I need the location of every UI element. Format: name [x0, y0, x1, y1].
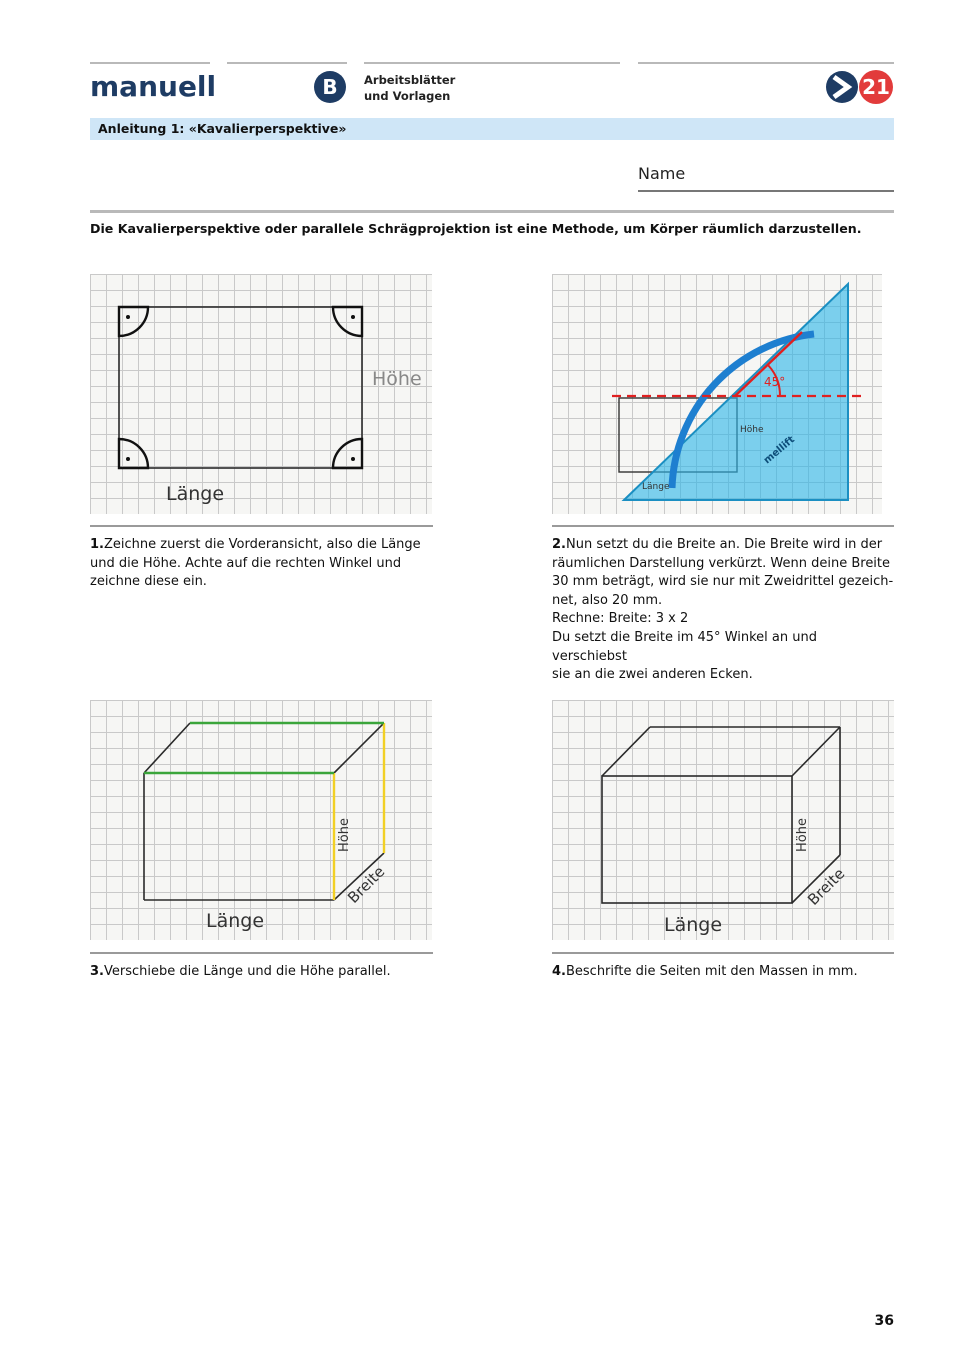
- step4-photo: [552, 700, 894, 940]
- right-angle-icon: [333, 439, 362, 468]
- subtitle-line: und Vorlagen: [364, 89, 451, 103]
- caption-line: 30 mm beträgt, wird sie nur mit Zweidrittel gezeich-: [552, 574, 894, 590]
- separator: [90, 210, 894, 213]
- caption-rule: [90, 525, 433, 527]
- category-badge: B: [314, 71, 346, 103]
- label-laenge: Länge: [664, 914, 723, 936]
- step1-caption: [90, 536, 435, 592]
- step3-caption: [90, 963, 435, 982]
- caption-line: net, also 20 mm.: [552, 592, 663, 608]
- intro-text: Die Kavalierperspektive oder parallele Schrägprojektion ist eine Methode, um Körper räumlich darzustellen.: [90, 221, 862, 236]
- header-rule: [364, 62, 620, 64]
- caption-text: Verschiebe die Länge und die Höhe parallel.: [103, 964, 391, 979]
- caption-line: und die Höhe. Achte auf die rechten Winkel und: [90, 555, 402, 571]
- header-subtitle: [364, 72, 564, 104]
- step1-drawing: [90, 274, 432, 514]
- step2-drawing: [552, 274, 882, 514]
- label-hoehe: Höhe: [337, 818, 352, 852]
- label-hoehe: Höhe: [795, 818, 810, 852]
- caption-line: zeichne diese ein.: [90, 574, 207, 590]
- header-rule: [227, 62, 347, 64]
- right-angle-icon: [333, 307, 362, 336]
- step-number: 4.: [552, 964, 566, 979]
- angle-dot: [126, 457, 130, 461]
- cuboid-edge: [144, 723, 190, 773]
- step3-drawing: [90, 700, 432, 940]
- label-laenge: Länge: [206, 910, 265, 932]
- step4-drawing: [552, 700, 894, 940]
- label-laenge: Länge: [642, 482, 670, 492]
- step-number: 1.: [90, 537, 104, 552]
- caption-line: Du setzt die Breite im 45° Winkel an und verschiebst: [552, 629, 817, 664]
- step3-photo: [90, 700, 432, 940]
- angle-dot: [351, 315, 355, 319]
- label-hoehe: Höhe: [372, 368, 422, 390]
- header-rule: [90, 62, 210, 64]
- angle-label: 45°: [764, 375, 786, 389]
- label-breite: Breite: [804, 864, 849, 909]
- step-number: 2.: [552, 537, 566, 552]
- subtitle-line: Arbeitsblätter: [364, 73, 456, 87]
- instruction-title: Anleitung 1: «Kavalierperspektive»: [98, 121, 347, 136]
- caption-line: Rechne: Breite: 3 x 2: [552, 611, 689, 627]
- caption-line: [90, 963, 435, 982]
- cuboid-edge: [792, 727, 840, 776]
- label-hoehe: Höhe: [740, 425, 764, 435]
- page-number: 36: [874, 1313, 894, 1329]
- step2-caption: [552, 536, 894, 685]
- caption-line: [90, 536, 435, 555]
- step-number: 3.: [90, 964, 104, 979]
- caption-text: Zeichne zuerst die Vorderansicht, also die Länge: [103, 537, 421, 552]
- caption-rule: [552, 525, 894, 527]
- cuboid-edge: [334, 723, 384, 773]
- cuboid-edge: [602, 727, 650, 776]
- step2-photo: [552, 274, 882, 514]
- name-field-line[interactable]: [638, 190, 894, 192]
- caption-line: räumlichen Darstellung verkürzt. Wenn deine Breite: [552, 555, 891, 571]
- set-square: [624, 284, 848, 500]
- step4-caption: [552, 963, 894, 982]
- logo-manuell: manuell: [90, 70, 217, 103]
- front-rectangle: [119, 307, 362, 468]
- header-rule: [638, 62, 894, 64]
- name-label: Name: [638, 164, 686, 183]
- caption-rule: [552, 952, 894, 954]
- caption-text: Beschrifte die Seiten mit den Massen in mm.: [565, 964, 858, 979]
- caption-rule: [90, 952, 433, 954]
- angle-dot: [351, 457, 355, 461]
- cuboid-front-face: [602, 776, 792, 903]
- step1-photo: [90, 274, 432, 514]
- set-square-brand: mellift: [761, 434, 797, 467]
- brand-arrow-icon: [826, 71, 858, 103]
- label-breite: Breite: [344, 862, 389, 907]
- label-laenge: Länge: [166, 483, 225, 505]
- right-angle-icon: [119, 307, 148, 336]
- caption-text: Nun setzt du die Breite an. Die Breite wird in der: [565, 537, 883, 552]
- right-angle-icon: [119, 439, 148, 468]
- angle-dot: [126, 315, 130, 319]
- caption-line: [552, 536, 894, 555]
- brand-21-logo: [824, 68, 896, 106]
- caption-line: [552, 963, 894, 982]
- brand-number: 21: [862, 75, 890, 99]
- caption-line: sie an die zwei anderen Ecken.: [552, 667, 753, 683]
